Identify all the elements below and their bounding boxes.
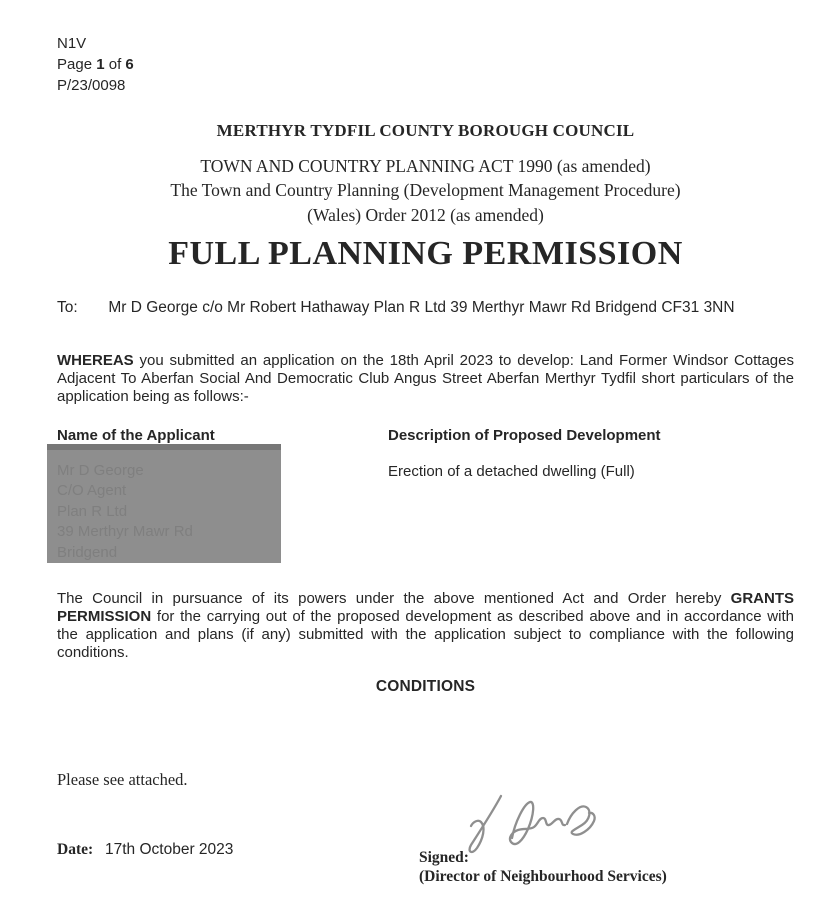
- redacted-line: Bridgend: [57, 543, 118, 561]
- page-total: 6: [125, 56, 134, 73]
- date-value: 17th October 2023: [105, 841, 234, 858]
- whereas-keyword: WHEREAS: [57, 352, 134, 369]
- act-line-1: TOWN AND COUNTRY PLANNING ACT 1990 (as amended): [200, 156, 651, 176]
- redacted-line: 39 Merthyr Mawr Rd: [57, 523, 193, 541]
- recipient-label: To:: [57, 299, 78, 316]
- page-number: 1: [96, 56, 105, 73]
- conditions-body: Please see attached.: [57, 770, 188, 789]
- date-label: Date:: [57, 841, 94, 858]
- document-title: FULL PLANNING PERMISSION: [168, 235, 683, 272]
- redacted-applicant-address: [47, 450, 281, 563]
- signatory-title: (Director of Neighbourhood Services): [419, 868, 667, 885]
- applicant-redaction-box: [47, 444, 281, 563]
- redacted-line: Plan R Ltd: [57, 502, 128, 520]
- signed-label: Signed:: [419, 849, 469, 866]
- development-column-header: Description of Proposed Development: [388, 427, 661, 444]
- redacted-line: C/O Agent: [57, 482, 127, 500]
- signature-image: [455, 791, 620, 861]
- whereas-paragraph: WHEREAS you submitted an application on the 18th April 2023 to develop: Land Former Windsor Cottages Adjacent To Aberfan Social And Democratic Club Angus Street Aberfan Merthyr Tydfil short particulars of the application being as follows:-: [57, 352, 794, 405]
- document-reference-block: [57, 33, 134, 96]
- recipient-address: Mr D George c/o Mr Robert Hathaway Plan R Ltd 39 Merthyr Mawr Rd Bridgend CF31 3NN: [108, 299, 735, 316]
- grants-permission-keyword: GRANTS PERMISSION: [57, 590, 794, 625]
- application-reference: P/23/0098: [57, 77, 126, 94]
- applicant-column-header: Name of the Applicant: [57, 427, 215, 444]
- recipient-line: [57, 299, 735, 317]
- grant-paragraph: The Council in pursuance of its powers under the above mentioned Act and Order hereby GRANTS PERMISSION for the carrying out of the proposed development as described above and in accordance with the application and plans (if any) submitted with the application subject to compliance with the following conditions.: [57, 590, 794, 661]
- act-citation: [57, 154, 794, 227]
- page-indicator: Page 1 of 6: [57, 56, 134, 73]
- redacted-line: Mr D George: [57, 462, 144, 479]
- act-line-3: (Wales) Order 2012 (as amended): [307, 204, 544, 225]
- act-line-2: The Town and Country Planning (Development Management Procedure): [170, 180, 681, 201]
- council-name-heading: MERTHYR TYDFIL COUNTY BOROUGH COUNCIL: [216, 121, 635, 140]
- conditions-heading: CONDITIONS: [375, 678, 476, 695]
- reference-code: N1V: [57, 35, 87, 52]
- development-description: Erection of a detached dwelling (Full): [388, 463, 635, 480]
